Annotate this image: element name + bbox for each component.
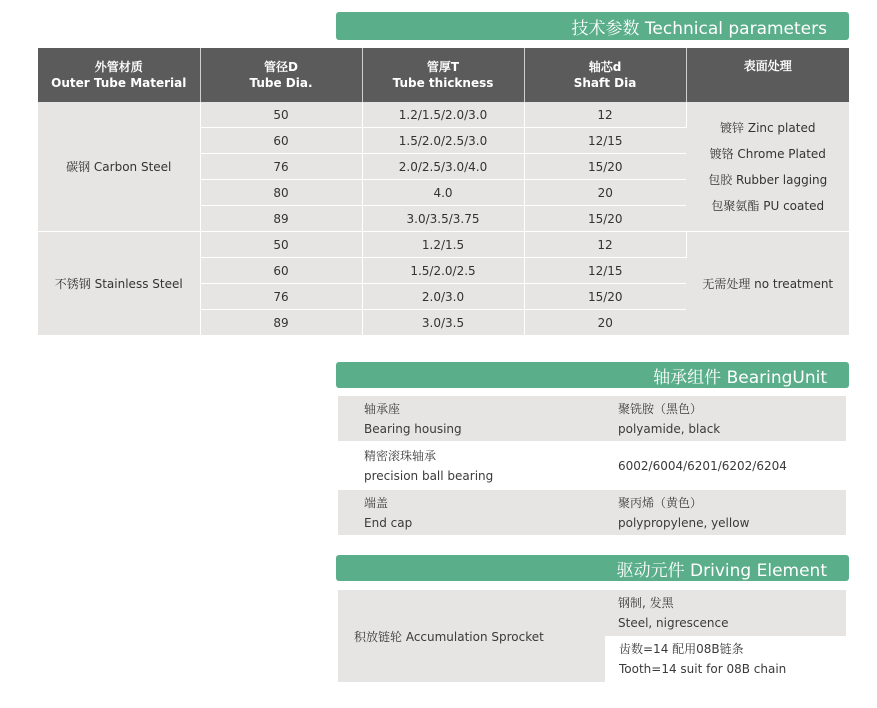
thickness-cell: 3.0/3.5/3.75 <box>362 206 524 232</box>
list-item <box>338 396 846 441</box>
list-item <box>604 636 846 682</box>
bearing-component-name <box>338 443 604 488</box>
dia-cell: 89 <box>200 206 362 232</box>
dia-cell: 80 <box>200 180 362 206</box>
driving-value-cn: 钢制, 发黑 <box>618 596 674 610</box>
surface-option: 无需处理 no treatment <box>702 276 834 291</box>
thickness-cell: 1.2/1.5 <box>362 232 524 258</box>
shaft-cell: 12/15 <box>524 128 686 154</box>
thickness-cell: 1.5/2.0/2.5/3.0 <box>362 128 524 154</box>
thickness-cell: 4.0 <box>362 180 524 206</box>
thickness-cell: 1.5/2.0/2.5 <box>362 258 524 284</box>
list-item <box>338 443 846 488</box>
header-tube-thickness: 管厚T Tube thickness <box>362 48 524 102</box>
component-value-cn: 聚丙烯（黄色） <box>618 495 703 510</box>
technical-parameters-title: 技术参数 Technical parameters <box>571 18 827 39</box>
thickness-cell: 2.0/3.0 <box>362 284 524 310</box>
bearing-component-value <box>604 443 846 488</box>
material-cell-stainless-steel: 不锈钢 Stainless Steel <box>38 232 200 336</box>
header-shaft-dia: 轴芯d Shaft Dia <box>524 48 686 102</box>
component-name-cn: 精密滚珠轴承 <box>364 448 437 463</box>
bearing-unit-table <box>338 396 846 535</box>
header-tube-dia: 管径D Tube Dia. <box>200 48 362 102</box>
thickness-cell: 2.0/2.5/3.0/4.0 <box>362 154 524 180</box>
material-cell-carbon-steel: 碳钢 Carbon Steel <box>38 102 200 232</box>
component-value-cn: 聚铣胺（黑色） <box>618 401 703 416</box>
driving-element-table <box>338 590 846 682</box>
list-item <box>604 590 846 636</box>
bearing-unit-title-bar <box>336 362 849 388</box>
bearing-component-value <box>604 396 846 441</box>
surface-option: 包胶 Rubber lagging <box>708 172 828 187</box>
shaft-cell: 15/20 <box>524 206 686 232</box>
dia-cell: 60 <box>200 258 362 284</box>
thickness-cell: 1.2/1.5/2.0/3.0 <box>362 102 524 128</box>
bearing-component-name <box>338 490 604 535</box>
driving-element-title: 驱动元件 Driving Element <box>616 560 827 581</box>
bearing-component-value <box>604 490 846 535</box>
surface-cell-carbon-steel <box>686 102 849 232</box>
bearing-component-name <box>338 396 604 441</box>
component-value-en: 6002/6004/6201/6202/6204 <box>618 458 787 473</box>
component-value-en: polyamide, black <box>618 421 721 436</box>
shaft-cell: 15/20 <box>524 284 686 310</box>
component-name-en: End cap <box>364 515 413 530</box>
dia-cell: 76 <box>200 154 362 180</box>
table-header-row <box>38 48 849 102</box>
header-material: 外管材质 Outer Tube Material <box>38 48 200 102</box>
component-name-cn: 端盖 <box>364 495 389 510</box>
header-surface-treatment: 表面处理 <box>686 48 849 102</box>
technical-parameters-table <box>38 48 849 336</box>
shaft-cell: 20 <box>524 310 686 336</box>
dia-cell: 89 <box>200 310 362 336</box>
dia-cell: 50 <box>200 232 362 258</box>
driving-value-cn: 齿数=14 配用08B链条 <box>619 642 744 656</box>
surface-option: 镀锌 Zinc plated <box>720 120 816 135</box>
driving-value-en: Steel, nigrescence <box>618 616 729 630</box>
table-row <box>38 102 849 128</box>
surface-cell-stainless-steel <box>686 232 849 336</box>
shaft-cell: 15/20 <box>524 154 686 180</box>
component-name-cn: 轴承座 <box>364 401 401 416</box>
component-name-en: Bearing housing <box>364 421 462 436</box>
shaft-cell: 12 <box>524 102 686 128</box>
table-row <box>38 232 849 258</box>
technical-parameters-title-bar <box>336 12 849 40</box>
component-value-en: polypropylene, yellow <box>618 515 750 530</box>
bearing-unit-title: 轴承组件 BearingUnit <box>653 367 827 388</box>
shaft-cell: 20 <box>524 180 686 206</box>
driving-component-name: 积放链轮 Accumulation Sprocket <box>338 590 604 682</box>
dia-cell: 50 <box>200 102 362 128</box>
component-name-en: precision ball bearing <box>364 468 494 483</box>
shaft-cell: 12/15 <box>524 258 686 284</box>
thickness-cell: 3.0/3.5 <box>362 310 524 336</box>
driving-element-title-bar <box>336 555 849 581</box>
surface-option: 镀铬 Chrome Plated <box>709 146 826 161</box>
surface-option: 包聚氨酯 PU coated <box>711 198 825 213</box>
driving-value-en: Tooth=14 suit for 08B chain <box>619 662 787 676</box>
dia-cell: 60 <box>200 128 362 154</box>
list-item <box>338 490 846 535</box>
shaft-cell: 12 <box>524 232 686 258</box>
dia-cell: 76 <box>200 284 362 310</box>
